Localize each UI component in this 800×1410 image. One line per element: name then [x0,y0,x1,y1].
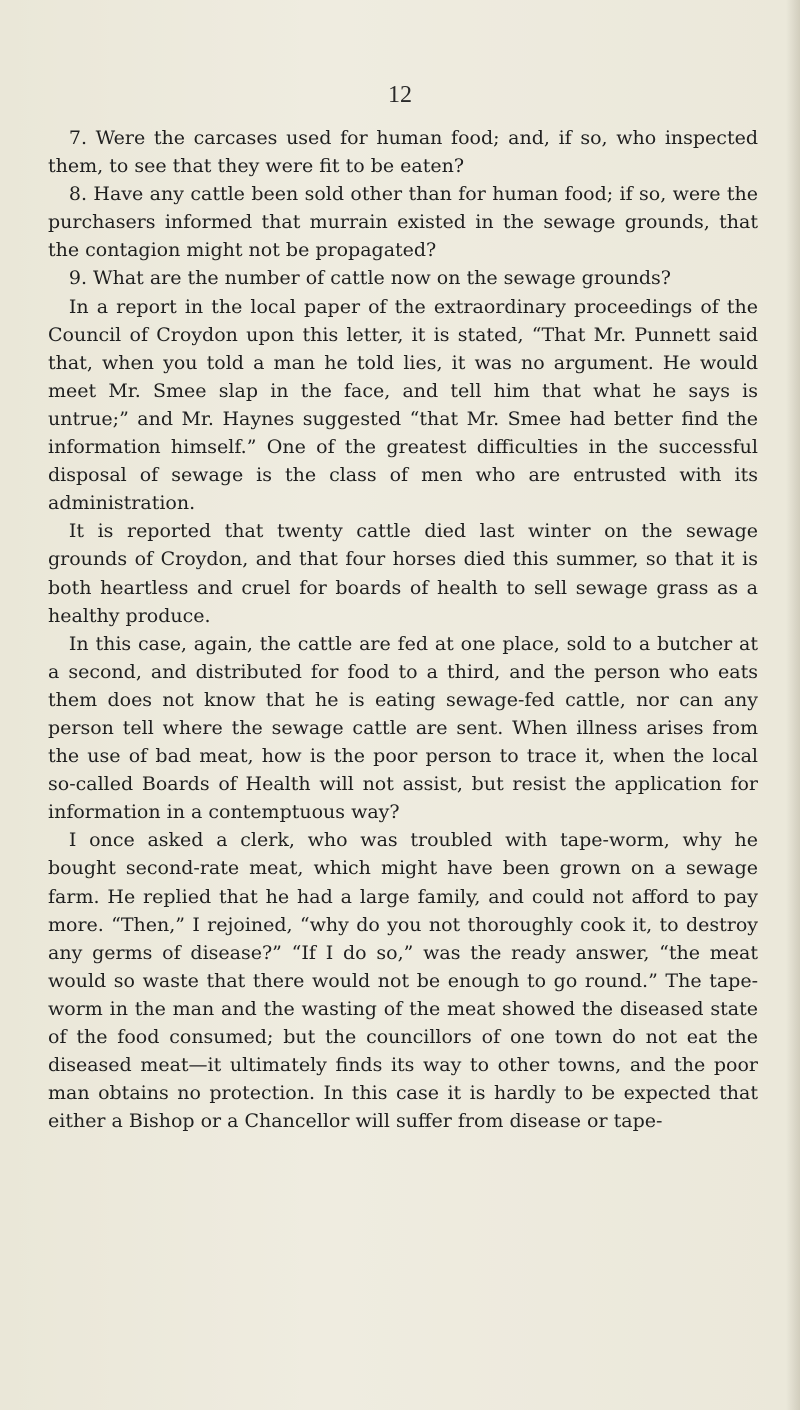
question-7: 7. Were the carcases used for human food; and, if so, who inspected them, to see that they were fit to be eaten? [48,127,758,178]
question-9: 9. What are the number of cattle now on the sewage grounds? [68,267,671,290]
body-text [48,124,758,1135]
paragraph-distribution: In this case, again, the cattle are fed at one place, sold to a butcher at a second, and distributed for food to a third, and the person who eats them does not know that he is eating sewage-fed cattle, nor can any person tell where the sewage cattle are sent. When illness arises from the use of bad meat, how is the poor person to trace it, when the local so-called Boards of Health will not assist, but resist the application for information in a contemptuous way? [48,632,758,824]
page-number: 12 [388,82,412,108]
paragraph-council-report: In a report in the local paper of the extraordinary proceedings of the Council of Croydon upon this letter, it is stated, “That Mr. Punnett said that, when you told a man he told lies, it was no argument. He would meet Mr. Smee slap in the face, and tell him that what he says is untrue;” and Mr. Haynes suggested “that Mr. Smee had better find the information himself.” One of the greatest difficulties in the successful disposal of sewage is the class of men who are entrusted with its administration. [48,295,758,515]
paragraph-tape-worm: I once asked a clerk, who was troubled with tape-worm, why he bought second-rate meat, which might have been grown on a sewage farm. He replied that he had a large family, and could not afford to pay more. “Then,” I rejoined, “why do you not thoroughly cook it, to destroy any germs of disease?” “If I do so,” was the ready answer, “the meat would so waste that there would not be enough to go round.” The tape-worm in the man and the wasting of the meat showed the diseased state of the food consumed; but the councillors of one town do not eat the diseased meat—it ultimately finds its way to other towns, and the poor man obtains no protection. In this case it is hardly to be expected that either a Bishop or a Chancellor will suffer from disease or tape- [48,829,758,1133]
paragraph-cattle-deaths: It is reported that twenty cattle died last winter on the sewage grounds of Croydon, and that four horses died this summer, so that it is both heartless and cruel for boards of health to sell sewage grass as a healthy produce. [48,520,758,627]
question-8: 8. Have any cattle been sold other than for human food; if so, were the purchasers informed that murrain existed in the sewage grounds, that the contagion might not be propagated? [48,183,758,262]
